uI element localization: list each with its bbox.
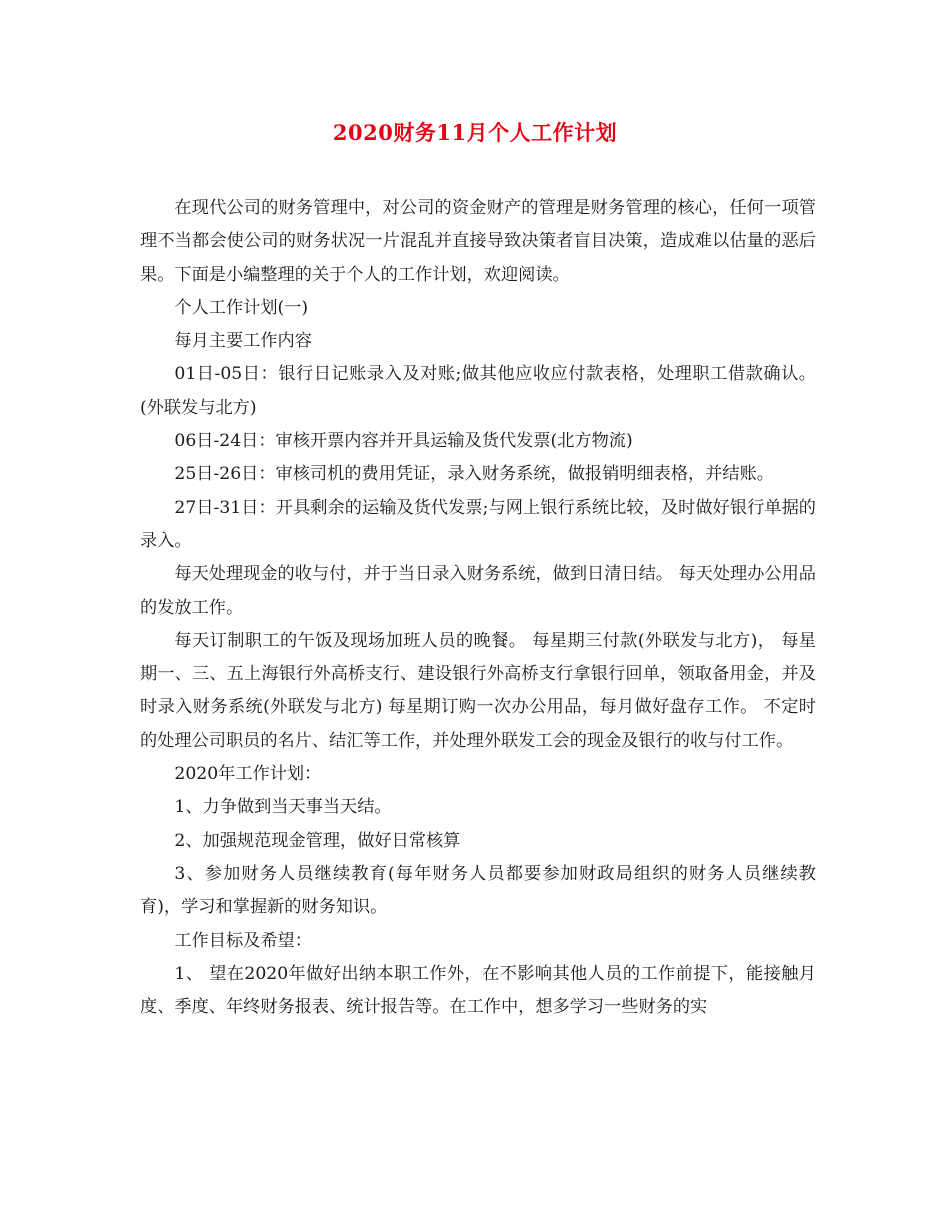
paragraph-plan-item-3: 3、参加财务人员继续教育(每年财务人员都要参加财政局组织的财务人员继续教育)，学习和掌握新的财务知识。 (140, 863, 816, 918)
paragraph-plan-item-2: 2、加强规范现金管理，做好日常核算 (174, 830, 461, 851)
paragraph-plan-heading: 个人工作计划(一) (174, 297, 309, 318)
paragraph-goals-heading: 工作目标及希望： (174, 930, 312, 951)
paragraph-goal-item-1: 1、 望在2020年做好出纳本职工作外，在不影响其他人员的工作前提下，能接触月度、季度、年终财务报表、统计报告等。在工作中，想多学习一些财务的实 (140, 963, 816, 1018)
paragraph-daily-meals: 每天订制职工的午饭及现场加班人员的晚餐。 每星期三付款(外联发与北方)， 每星期一、三、五上海银行外高桥支行、建设银行外高桥支行拿银行回单，领取备用金，并及时录入财务系统(外联发与北方) 每星期订购一次办公用品，每月做好盘存工作。 不定时的处理公司职员的名片、结汇等工作，并处理外联发工会的现金及银行的收与付工作。 (140, 630, 816, 751)
paragraph-intro: 在现代公司的财务管理中，对公司的资金财产的管理是财务管理的核心，任何一项管理不当都会使公司的财务状况一片混乱并直接导致决策者盲目决策，造成难以估量的恶后果。下面是小编整理的关于个人的工作计划，欢迎阅读。 (140, 198, 816, 285)
paragraph-days-25-26: 25日-26日：审核司机的费用凭证，录入财务系统，做报销明细表格，并结账。 (174, 464, 774, 485)
document-title: 2020财务11月个人工作计划 (332, 120, 618, 145)
paragraph-monthly-heading: 每月主要工作内容 (174, 331, 312, 352)
paragraph-2020-plan-heading: 2020年工作计划： (174, 764, 322, 785)
paragraph-plan-item-1: 1、力争做到当天事当天结。 (174, 797, 392, 818)
paragraph-days-06-24: 06日-24日：审核开票内容并开具运输及货代发票(北方物流) (174, 431, 633, 452)
paragraph-daily-cash: 每天处理现金的收与付，并于当日录入财务系统，做到日清日结。 每天处理办公用品的发放工作。 (140, 564, 816, 618)
paragraph-days-01-05: 01日-05日：银行日记账录入及对账;做其他应收应付款表格，处理职工借款确认。(外联发与北方) (140, 364, 816, 418)
paragraph-days-27-31: 27日-31日：开具剩余的运输及货代发票;与网上银行系统比较，及时做好银行单据的录入。 (140, 497, 816, 551)
document-body (140, 192, 816, 1024)
